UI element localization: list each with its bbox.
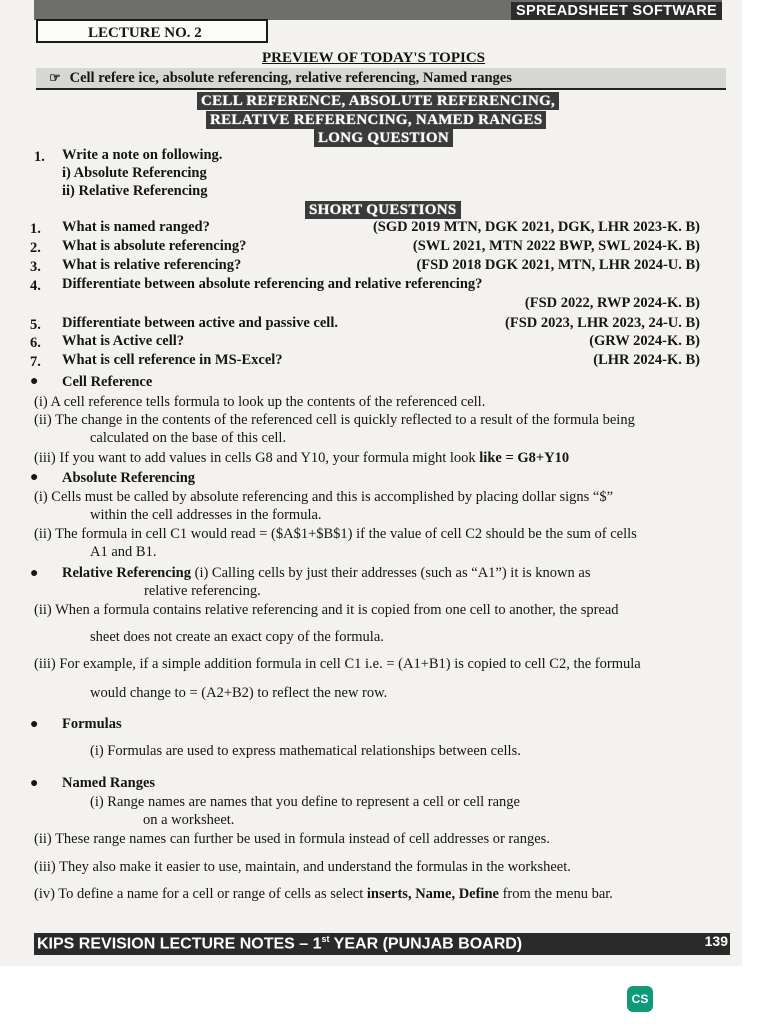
short-question-number: 5. [30,317,41,333]
menu-path: inserts, Name, Define [366,886,499,902]
paragraph [34,886,613,903]
short-question-text: What is cell reference in MS-Excel? [62,352,283,368]
paragraph: (iii) For example, if a simple addition formula in cell C1 i.e. = (A1+B1) is copied to cell C2, the formula [34,656,641,672]
short-question-ref: (SGD 2019 MTN, DGK 2021, DGK, LHR 2023-K. B) [372,219,700,235]
paragraph: (ii) The change in the contents of the referenced cell is quickly reflected to a result of the formula being [34,412,635,428]
page-number: 139 [704,933,728,949]
paragraph-text: from the menu bar. [498,886,613,902]
section-heading-cell-reference: Cell Reference [62,374,153,390]
paragraph: (i) Cells must be called by absolute referencing and this is accomplished by placing dollar signs “$” [34,489,614,505]
short-question-text: What is named ranged? [62,219,210,235]
short-questions-banner: SHORT QUESTIONS [305,201,461,219]
lecture-number-box: LECTURE NO. 2 [36,19,268,43]
header-bar [34,0,722,20]
long-question-banner: LONG QUESTION [314,129,453,147]
footer-title [37,934,522,953]
short-question-number: 4. [30,278,41,294]
paragraph-text: (i) Calling cells by just their addresses (such as “A1”) it is known as [190,565,591,581]
paragraph: calculated on the base of this cell. [90,430,287,446]
long-question-number: 1. [34,149,45,165]
short-question-number: 2. [30,240,41,256]
paragraph: relative referencing. [144,583,261,599]
short-question-ref: (SWL 2021, MTN 2022 BWP, SWL 2024-K. B) [412,238,700,254]
paragraph: (iii) They also make it easier to use, maintain, and understand the formulas in the worksheet. [34,859,571,875]
long-question-item: ii) Relative Referencing [62,183,208,199]
paragraph: on a worksheet. [143,812,235,828]
paragraph: (i) Range names are names that you define to represent a cell or cell range [90,794,520,810]
topic-banner-line2: RELATIVE REFERENCING, NAMED RANGES [206,111,546,129]
short-question-number: 7. [30,354,41,370]
short-question-ref: (FSD 2023, LHR 2023, 24-U. B) [505,315,700,331]
paragraph: (i) A cell reference tells formula to look up the contents of the referenced cell. [34,394,486,410]
pointing-hand-icon: ☞ [49,70,61,85]
topics-text: Cell refere ice, absolute referencing, relative referencing, Named ranges [69,70,512,86]
topic-banner-line1: CELL REFERENCE, ABSOLUTE REFERENCING, [197,92,559,110]
paragraph [62,565,590,582]
short-question-text: What is Active cell? [62,333,185,349]
paragraph: (i) Formulas are used to express mathematical relationships between cells. [90,743,521,759]
footer-bar [34,933,730,955]
section-heading-absolute-referencing: Absolute Referencing [62,470,196,486]
short-question-text: What is relative referencing? [62,257,242,273]
paragraph: A1 and B1. [90,544,157,560]
subject-label: SPREADSHEET SOFTWARE [511,2,722,20]
footer-title-text: KIPS REVISION LECTURE NOTES – 1 [37,935,322,953]
short-question-number: 6. [30,335,41,351]
short-question-ref: (GRW 2024-K. B) [589,333,700,349]
section-heading-relative-referencing: Relative Referencing [62,565,191,581]
bullet-icon: ● [30,717,39,732]
section-heading-named-ranges: Named Ranges [62,775,156,791]
short-question-ref: (LHR 2024-K. B) [593,352,700,368]
paragraph: (ii) The formula in cell C1 would read = ($A$1+$B$1) if the value of cell C2 should be the sum of cells [34,526,637,542]
paragraph: would change to = (A2+B2) to reflect the new row. [90,685,388,701]
bullet-icon: ● [30,374,39,389]
section-heading-formulas: Formulas [62,716,122,732]
preview-title: PREVIEW OF TODAY'S TOPICS [262,50,485,66]
paragraph-text: (iii) If you want to add values in cells G8 and Y10, your formula might look [34,450,480,466]
formula-example: like = G8+Y10 [479,450,570,466]
topics-bar [36,68,726,90]
short-question-text: Differentiate between absolute referencing and relative referencing? [62,276,483,292]
short-question-ref: (FSD 2018 DGK 2021, MTN, LHR 2024-U. B) [416,257,700,273]
paragraph: (ii) When a formula contains relative referencing and it is copied from one cell to another, the spread [34,602,619,618]
paragraph: within the cell addresses in the formula. [90,507,322,523]
bullet-icon: ● [30,776,39,791]
short-question-text: What is absolute referencing? [62,238,247,254]
paragraph [34,450,569,467]
long-question-text: Write a note on following. [62,147,223,163]
footer-title-sup: st [321,934,330,944]
paragraph: sheet does not create an exact copy of the formula. [90,629,384,645]
bullet-icon: ● [30,566,39,581]
footer-title-text: YEAR (PUNJAB BOARD) [329,935,523,953]
paragraph: (ii) These range names can further be used in formula instead of cell addresses or ranges. [34,831,550,847]
short-question-text: Differentiate between active and passive cell. [62,315,338,331]
bullet-icon: ● [30,470,39,485]
camscanner-logo-icon: CS [627,986,653,1012]
short-question-number: 1. [30,221,41,237]
long-question-item: i) Absolute Referencing [62,165,207,181]
paragraph-text: (iv) To define a name for a cell or range of cells as select [34,886,367,902]
short-question-ref: (FSD 2022, RWP 2024-K. B) [524,295,700,311]
short-question-number: 3. [30,259,41,275]
